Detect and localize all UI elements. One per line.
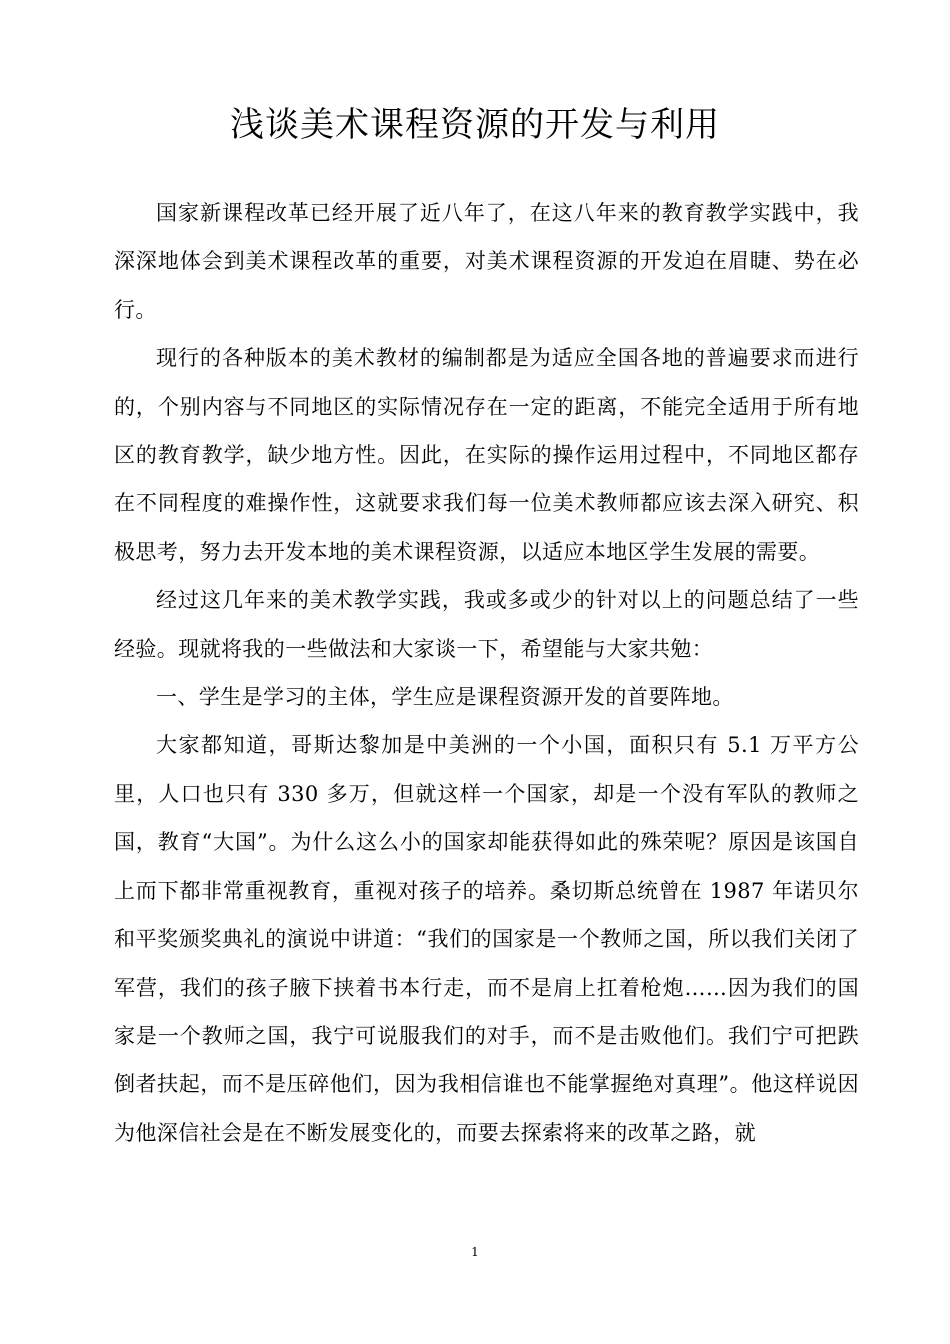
page-number: 1 bbox=[471, 1245, 479, 1259]
paragraph-2: 现行的各种版本的美术教材的编制都是为适应全国各地的普遍要求而进行的，个别内容与不同地区的实际情况存在一定的距离，不能完全适用于所有地区的教育教学，缺少地方性。因此，在实际的操作运用过程中，不同地区都存在不同程度的难操作性，这就要求我们每一位美术教师都应该去深入研究、积极思考，努力去开发本地的美术课程资源，以适应本地区学生发展的需要。 bbox=[114, 346, 859, 564]
paragraph-4: 大家都知道，哥斯达黎加是中美洲的一个小国，面积只有 5.1 万平方公里，人口也只有 330 多万，但就这样一个国家，却是一个没有军队的教师之国，教育“大国”。为什么这么小的国家却能获得如此的殊荣呢？原因是该国自上而下都非常重视教育，重视对孩子的培养。桑切斯总统曾在 1987 年诺贝尔和平奖颁奖典礼的演说中讲道：“我们的国家是一个教师之国，所以我们关闭了军营，我们的孩子腋下挟着书本行走，而不是肩上扛着枪炮……因为我们的国家是一个教师之国，我宁可说服我们的对手，而不是击败他们。我们宁可把跌倒者扶起，而不是压碎他们，因为我相信谁也不能掌握绝对真理”。他这样说因为他深信社会是在不断发展变化的，而要去探索将来的改革之路，就 bbox=[114, 733, 859, 1145]
section-heading-1: 一、学生是学习的主体，学生应是课程资源开发的首要阵地。 bbox=[156, 685, 734, 710]
paragraph-1: 国家新课程改革已经开展了近八年了，在这八年来的教育教学实践中，我深深地体会到美术课程改革的重要，对美术课程资源的开发迫在眉睫、势在必行。 bbox=[114, 201, 859, 322]
document-title: 浅谈美术课程资源的开发与利用 bbox=[230, 105, 720, 145]
document-body bbox=[114, 189, 859, 1157]
paragraph-3: 经过这几年来的美术教学实践，我或多或少的针对以上的问题总结了一些经验。现就将我的一些做法和大家谈一下，希望能与大家共勉： bbox=[114, 588, 859, 661]
